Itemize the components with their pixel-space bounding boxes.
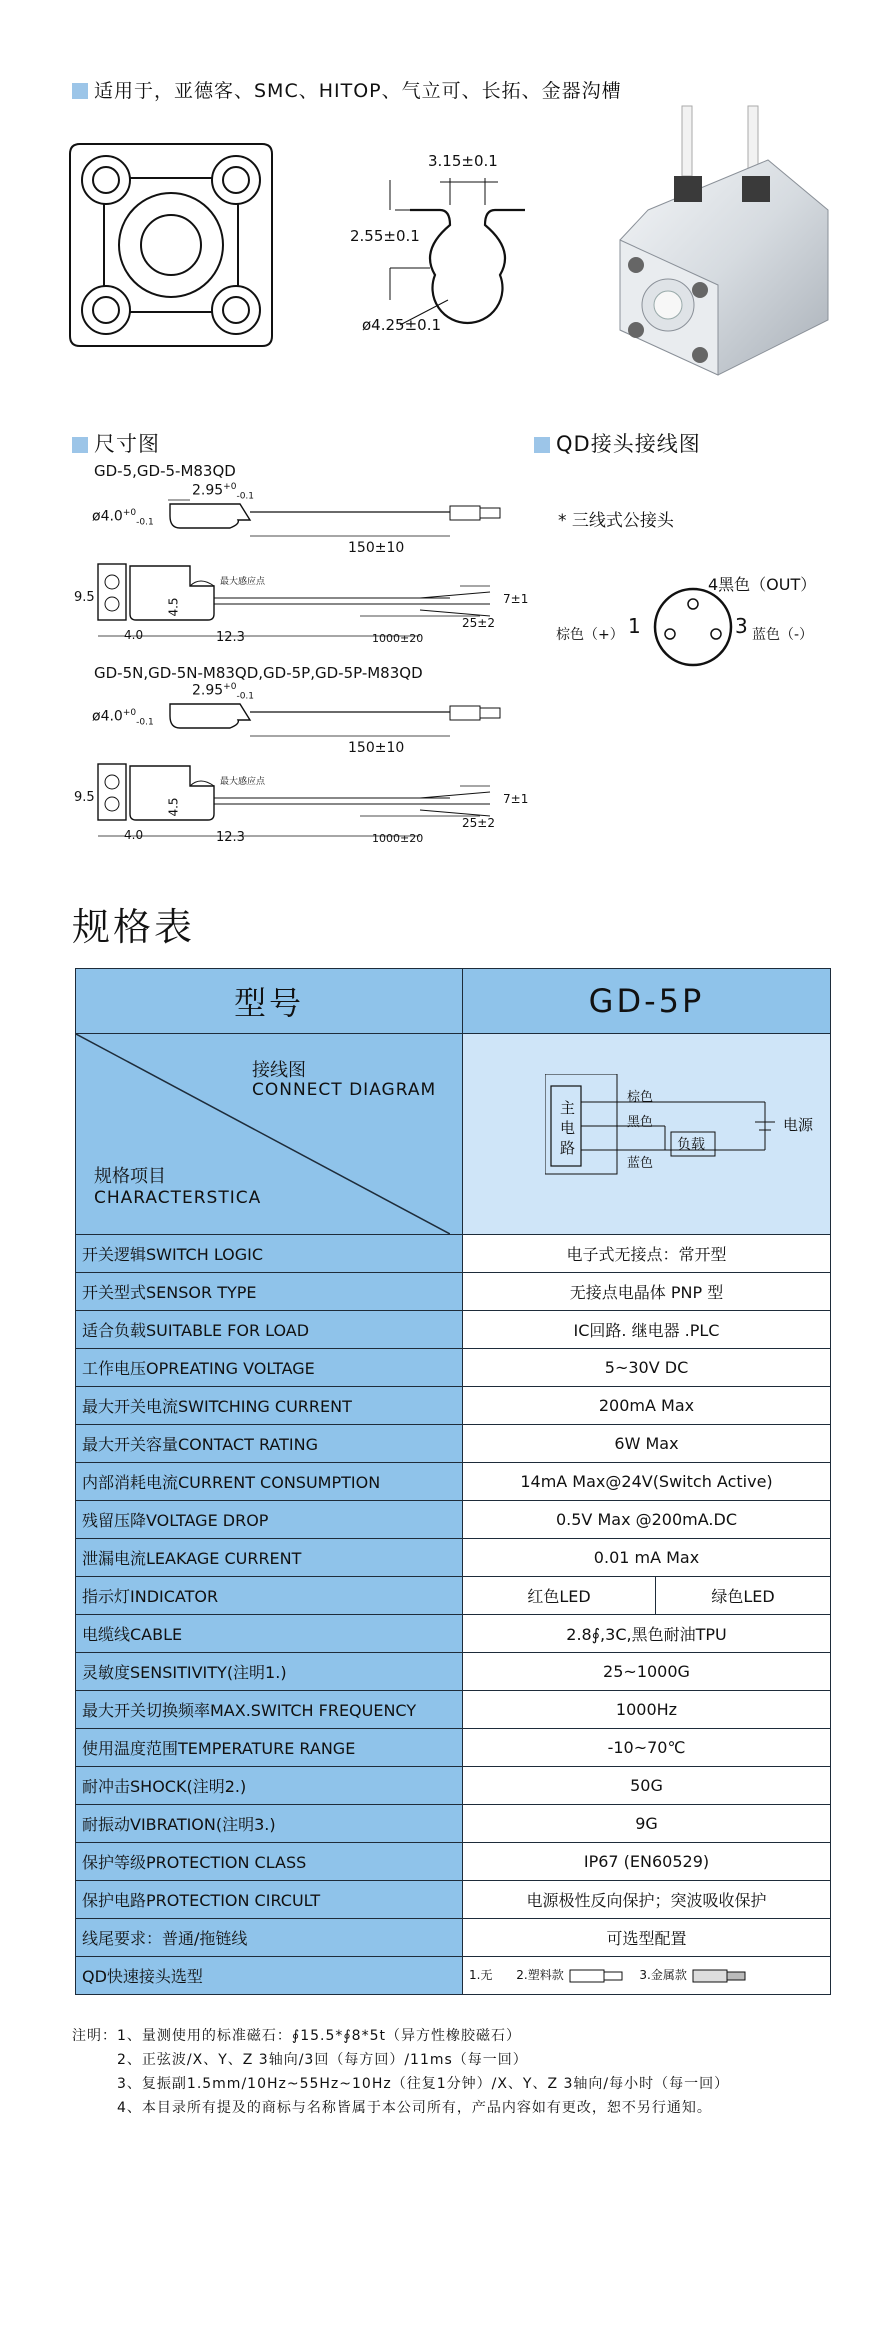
note-1: 注明：1、量测使用的标准磁石：∮15.5*∮8*5t（异方性橡胶磁石） [72,2028,521,2044]
row-value: -10~70℃ [463,1729,831,1767]
circuit-brown: 棕色 [627,1090,654,1105]
cylinder-photo [608,100,838,390]
qd-pin3: 3 [735,614,748,638]
row-value: IC回路. 继电器 .PLC [463,1311,831,1349]
diag-bottom-en: CHARACTERSTICA [94,1188,262,1208]
dim-b-25: 25±2 [462,816,495,830]
dim-section-title [72,428,160,458]
note-2: 2、正弦波/X、Y、Z 3轴向/3回（每方回）/11ms（每一回） [117,2052,528,2068]
spec-row [76,1311,831,1349]
qd-pin3-label: 蓝色（-） [752,627,814,643]
header-value: GD-5P [463,969,831,1034]
dim-b-1000: 1000±20 [372,832,424,845]
dim-a-40w: 4.0 [124,628,144,642]
diag-bottom-cn: 规格项目 [94,1166,166,1187]
circuit-black: 黑色 [627,1115,654,1130]
metal-connector-icon [691,1967,751,1985]
row-value: 50G [463,1767,831,1805]
spec-row [76,1805,831,1843]
spec-row [76,1273,831,1311]
plastic-connector-icon [568,1967,628,1985]
spec-row [76,1691,831,1729]
spec-row [76,1349,831,1387]
row-value: 无接点电晶体 PNP 型 [463,1273,831,1311]
row-value: 0.5V Max @200mA.DC [463,1501,831,1539]
row-label: 线尾要求：普通/拖链线 [76,1919,463,1957]
row-label: 最大开关切换频率MAX.SWITCH FREQUENCY [76,1691,463,1729]
model-b-label: GD-5N,GD-5N-M83QD,GD-5P,GD-5P-M83QD [94,664,423,682]
circuit-diagram [545,1074,775,1184]
notes-block [72,2024,729,2120]
spec-table [75,968,831,1995]
applicable-line [72,76,622,103]
slot-diameter-label: ø4.25±0.1 [362,316,441,334]
qd-pin1-label: 棕色（+） [556,627,624,643]
spec-header-row [76,969,831,1034]
qd-section-title [534,428,701,458]
dim-a-1000: 1000±20 [372,632,424,645]
applicable-text: 适用于，亚德客、SMC、HITOP、气立可、长拓、金器沟槽 [94,80,622,102]
spec-row [76,1729,831,1767]
spec-row [76,1539,831,1577]
qd-opt-metal: 3.金属款 [639,1968,687,1983]
dim-a-123: 12.3 [216,630,245,645]
spec-row [76,1501,831,1539]
indicator-red: 红色LED [463,1577,656,1615]
spec-title: 规格表 [72,905,196,949]
spec-row [76,1767,831,1805]
model-a-label: GD-5,GD-5-M83QD [94,462,236,480]
indicator-row [76,1577,831,1615]
diagram-corner-cell [76,1034,463,1235]
header-model: 型号 [76,969,463,1034]
spec-row [76,1235,831,1273]
row-value: 2.8∮,3C,黑色耐油TPU [463,1615,831,1653]
note-4: 4、本目录所有提及的商标与名称皆属于本公司所有，产品内容如有更改，恕不另行通知。 [117,2100,712,2116]
dim-a-150: 150±10 [348,540,405,556]
qd-select-row [76,1957,831,1995]
row-label: 最大开关电流SWITCHING CURRENT [76,1387,463,1425]
spec-row [76,1615,831,1653]
row-label: 开关逻辑SWITCH LOGIC [76,1235,463,1273]
dimension-drawing-a [90,486,530,656]
row-value: 可选型配置 [463,1919,831,1957]
dim-b-sense-point: 最大感应点 [220,777,266,787]
dim-a-45: 4.5 [166,597,181,617]
row-label: 适合负载SUITABLE FOR LOAD [76,1311,463,1349]
spec-row [76,1387,831,1425]
qd-pin1: 1 [628,614,641,638]
row-label: 保护等级PROTECTION CLASS [76,1843,463,1881]
spec-row [76,1653,831,1691]
row-value: 5~30V DC [463,1349,831,1387]
row-label: 使用温度范围TEMPERATURE RANGE [76,1729,463,1767]
dim-a-7: 7±1 [503,592,529,606]
circuit-blue: 蓝色 [627,1156,654,1171]
row-value: 电子式无接点：常开型 [463,1235,831,1273]
qd-opt-none: 1.无 [469,1968,493,1983]
diagram-row [76,1034,831,1235]
dim-b-295: $2.95^{+0}_{-0.1}$ [192,682,255,702]
dim-b-40: $ø4.0^{+0}_{-0.1}$ [92,708,154,728]
row-value: 0.01 mA Max [463,1539,831,1577]
spec-row [76,1919,831,1957]
row-label: 内部消耗电流CURRENT CONSUMPTION [76,1463,463,1501]
row-value: 200mA Max [463,1387,831,1425]
dim-a-25: 25±2 [462,616,495,630]
diag-top-cn: 接线图 [252,1060,306,1081]
dim-a-95: 9.5 [74,590,95,605]
qd-connector-face [648,582,738,672]
dim-b-150: 150±10 [348,740,405,756]
row-label: 耐振动VIBRATION(注明3.) [76,1805,463,1843]
qd-note: * 三线式公接头 [558,511,674,531]
dim-a-sense-point: 最大感应点 [220,577,266,587]
dim-b-95: 9.5 [74,790,95,805]
qd-options [463,1957,831,1995]
section-marker [534,437,550,453]
note-3: 3、复振副1.5mm/10Hz~55Hz~10Hz（往复1分钟）/X、Y、Z 3轴向/每小时（每一回） [117,2076,730,2092]
row-label: 工作电压OPREATING VOLTAGE [76,1349,463,1387]
dim-a-40: $ø4.0^{+0}_{-0.1}$ [92,508,154,528]
cylinder-face-drawing [66,140,276,350]
qd-title-text: QD接头接线图 [556,432,701,456]
qd-opt-plastic: 2.塑料款 [516,1968,564,1983]
row-label: 开关型式SENSOR TYPE [76,1273,463,1311]
circuit-main: 主 电 路 [560,1099,576,1157]
row-value: 9G [463,1805,831,1843]
row-value: 14mA Max@24V(Switch Active) [463,1463,831,1501]
row-value: IP67 (EN60529) [463,1843,831,1881]
spec-row [76,1463,831,1501]
circuit-diagram-cell [463,1034,831,1235]
slot-depth-label: 2.55±0.1 [350,227,420,245]
diag-top-en: CONNECT DIAGRAM [252,1080,437,1100]
slot-width-label: 3.15±0.1 [428,152,498,170]
row-label: 指示灯INDICATOR [76,1577,463,1615]
row-value: 25~1000G [463,1653,831,1691]
section-marker [72,83,88,99]
indicator-green: 绿色LED [656,1577,831,1615]
row-label: 电缆线CABLE [76,1615,463,1653]
row-label: 残留压降VOLTAGE DROP [76,1501,463,1539]
spec-row [76,1425,831,1463]
dim-b-123: 12.3 [216,830,245,845]
row-value: 6W Max [463,1425,831,1463]
circuit-load: 负载 [677,1137,705,1153]
spec-row [76,1843,831,1881]
dim-b-40w: 4.0 [124,828,144,842]
section-marker [72,437,88,453]
row-label: 耐冲击SHOCK(注明2.) [76,1767,463,1805]
row-value: 1000Hz [463,1691,831,1729]
circuit-power: 电源 [783,1116,814,1134]
qd-pin4: 4黑色（OUT） [708,575,817,594]
spec-row [76,1881,831,1919]
row-label: 最大开关容量CONTACT RATING [76,1425,463,1463]
dimension-drawing-b [90,686,530,856]
dim-title-text: 尺寸图 [94,432,160,456]
row-label: 灵敏度SENSITIVITY(注明1.) [76,1653,463,1691]
row-label: 泄漏电流LEAKAGE CURRENT [76,1539,463,1577]
row-label: QD快速接头选型 [76,1957,463,1995]
dim-a-295: $2.95^{+0}_{-0.1}$ [192,482,255,502]
dim-b-45: 4.5 [166,797,181,817]
dim-b-7: 7±1 [503,792,529,806]
row-value: 电源极性反向保护；突波吸收保护 [463,1881,831,1919]
row-label: 保护电路PROTECTION CIRCULT [76,1881,463,1919]
